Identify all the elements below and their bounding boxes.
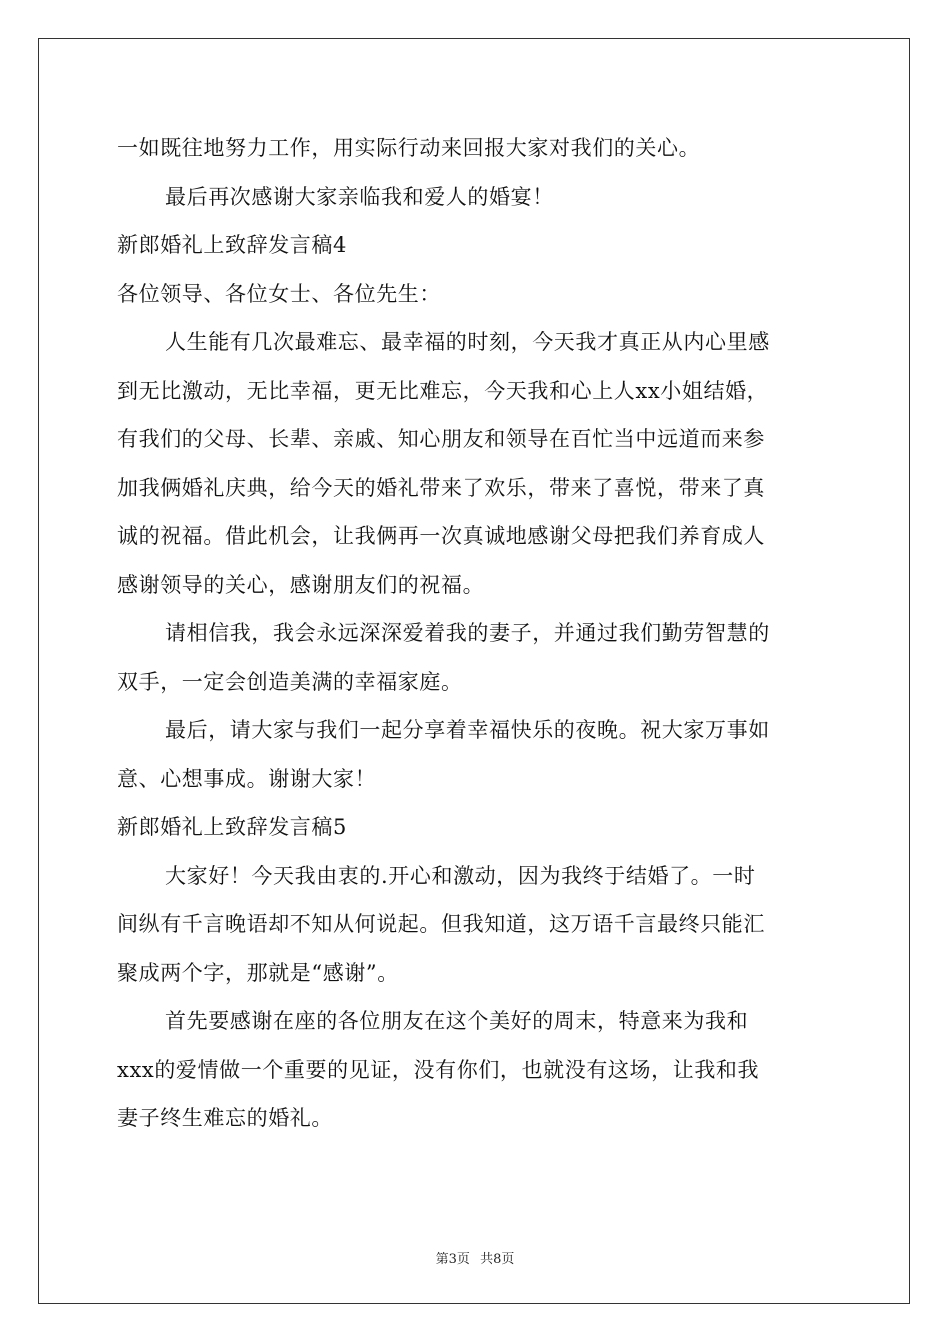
page-number: 第3页	[435, 1252, 470, 1267]
section-heading: 新郎婚礼上致辞发言稿4	[117, 233, 347, 257]
salutation: 各位领导、各位女士、各位先生：	[117, 281, 441, 306]
text-line: 最后，请大家与我们一起分享着幸福快乐的夜晚。祝大家万事如	[165, 718, 770, 742]
text-line: 感谢领导的关心，感谢朋友们的祝福。	[117, 572, 485, 597]
text-line: 请相信我，我会永远深深爱着我的妻子，并通过我们勤劳智慧的	[165, 621, 770, 645]
page-footer	[0, 1248, 950, 1267]
text-line: 有我们的父母、长辈、亲戚、知心朋友和领导在百忙当中远道而来参	[117, 427, 765, 451]
text-line: 双手，一定会创造美满的幸福家庭。	[117, 669, 463, 694]
text-line: 首先要感谢在座的各位朋友在这个美好的周末，特意来为我和	[165, 1009, 749, 1033]
text-line: 间纵有千言晚语却不知从何说起。但我知道，这万语千言最终只能汇	[117, 912, 765, 936]
page-total: 共8页	[480, 1252, 515, 1267]
text-line: 人生能有几次最难忘、最幸福的时刻，今天我才真正从内心里感	[165, 330, 770, 354]
text-line: 聚成两个字，那就是“感谢”。	[117, 960, 399, 985]
text-line: 诚的祝福。借此机会，让我俩再一次真诚地感谢父母把我们养育成人	[117, 524, 765, 548]
text-line: xxx的爱情做一个重要的见证，没有你们，也就没有这场，让我和我	[117, 1057, 760, 1082]
text-line: 最后再次感谢大家亲临我和爱人的婚宴！	[165, 184, 554, 209]
text-line: 大家好！今天我由衷的.开心和激动，因为我终于结婚了。一时	[165, 863, 756, 888]
document-body	[117, 124, 837, 1143]
text-line: 加我俩婚礼庆典，给今天的婚礼带来了欢乐，带来了喜悦，带来了真	[117, 475, 765, 500]
text-line: 妻子终生难忘的婚礼。	[117, 1106, 333, 1130]
text-line: 到无比激动，无比幸福，更无比难忘，今天我和心上人xx小姐结婚，	[117, 378, 769, 403]
section-heading: 新郎婚礼上致辞发言稿5	[117, 815, 347, 839]
text-line: 一如既往地努力工作，用实际行动来回报大家对我们的关心。	[117, 136, 701, 160]
text-line: 意、心想事成。谢谢大家！	[117, 766, 377, 791]
